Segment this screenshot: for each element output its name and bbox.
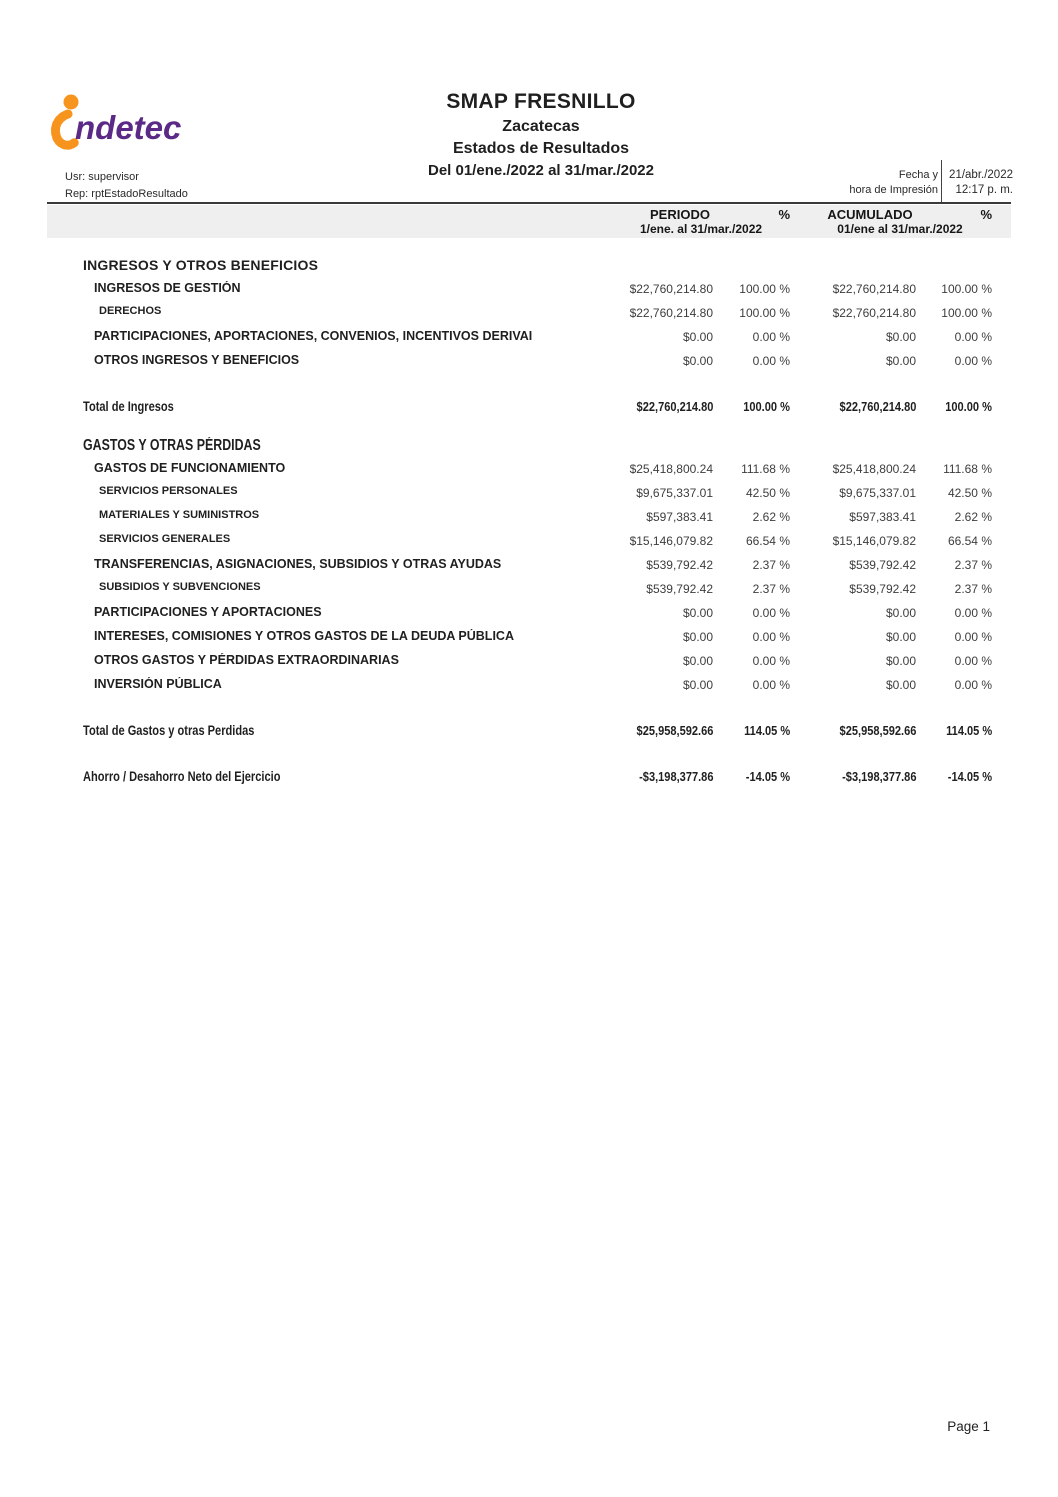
periodo-percent: 0.00 % — [752, 678, 790, 692]
table-row — [47, 677, 1011, 692]
row-label: SUBSIDIOS Y SUBVENCIONES — [99, 581, 261, 593]
row-label: DERECHOS — [99, 305, 162, 317]
acumulado-percent: 100.00 % — [945, 399, 992, 414]
periodo-percent: 42.50 % — [745, 486, 790, 500]
row-label: SERVICIOS PERSONALES — [99, 485, 238, 497]
periodo-percent: 0.00 % — [752, 630, 790, 644]
acumulado-amount: $0.00 — [885, 354, 916, 368]
periodo-percent: 0.00 % — [752, 606, 790, 620]
column-header-periodo: PERIODO — [650, 207, 710, 222]
acumulado-amount: $22,760,214.80 — [832, 306, 916, 320]
row-label: Total de Gastos y otras Perdidas — [83, 723, 255, 738]
acumulado-amount: $25,958,592.66 — [839, 723, 916, 738]
print-date-divider — [941, 160, 942, 202]
acumulado-percent: 0.00 % — [954, 354, 992, 368]
column-subheader-periodo: 1/ene. al 31/mar./2022 — [639, 222, 763, 236]
periodo-percent: 114.05 % — [743, 723, 790, 738]
acumulado-amount: $25,418,800.24 — [832, 462, 916, 476]
column-header-acumulado: ACUMULADO — [827, 207, 913, 222]
acumulado-amount: -$3,198,377.86 — [841, 769, 916, 784]
table-row — [47, 461, 1011, 476]
periodo-amount: $22,760,214.80 — [629, 306, 713, 320]
acumulado-amount: $0.00 — [885, 654, 916, 668]
periodo-amount: $0.00 — [682, 654, 713, 668]
acumulado-amount: $9,675,337.01 — [839, 486, 916, 500]
table-row — [47, 533, 1011, 548]
row-label: INGRESOS Y OTROS BENEFICIOS — [83, 257, 319, 273]
row-label: INGRESOS DE GESTIÓN — [94, 281, 241, 295]
row-label: INTERESES, COMISIONES Y OTROS GASTOS DE LA DEUDA PÚBLICA — [94, 629, 514, 643]
table-row — [47, 437, 1011, 452]
periodo-percent: 2.37 % — [752, 558, 790, 572]
row-label: GASTOS Y OTRAS PÉRDIDAS — [83, 437, 261, 454]
row-label: Ahorro / Desahorro Neto del Ejercicio — [83, 769, 281, 784]
acumulado-percent: 2.62 % — [954, 510, 992, 524]
periodo-percent: 66.54 % — [745, 534, 790, 548]
periodo-amount: $15,146,079.82 — [629, 534, 713, 548]
column-subheader-acumulado: 01/ene al 31/mar./2022 — [837, 222, 963, 236]
periodo-amount: $539,792.42 — [646, 558, 713, 572]
table-row — [47, 329, 1011, 344]
periodo-percent: 0.00 % — [752, 354, 790, 368]
acumulado-amount: $539,792.42 — [849, 582, 916, 596]
row-label: GASTOS DE FUNCIONAMIENTO — [94, 461, 286, 475]
acumulado-percent: 114.05 % — [945, 723, 992, 738]
periodo-percent: 100.00 % — [743, 399, 790, 414]
acumulado-percent: 0.00 % — [954, 630, 992, 644]
acumulado-percent: 2.37 % — [954, 582, 992, 596]
periodo-amount: $22,760,214.80 — [629, 282, 713, 296]
table-row — [47, 353, 1011, 368]
table-row — [47, 399, 1011, 414]
print-date-label-2: hora de Impresión — [849, 184, 938, 196]
print-date-labels — [849, 168, 938, 198]
table-row — [47, 257, 1011, 272]
table-row — [47, 581, 1011, 596]
table-row — [47, 769, 1011, 784]
row-label: PARTICIPACIONES, APORTACIONES, CONVENIOS, INCENTIVOS DERIVAI — [94, 329, 533, 343]
print-time: 12:17 p. m. — [955, 184, 1013, 196]
periodo-amount: $0.00 — [682, 330, 713, 344]
periodo-amount: -$3,198,377.86 — [638, 769, 713, 784]
acumulado-amount: $0.00 — [885, 630, 916, 644]
table-row — [47, 509, 1011, 524]
print-date-values — [949, 168, 1013, 198]
acumulado-amount: $0.00 — [885, 330, 916, 344]
print-date: 21/abr./2022 — [949, 169, 1013, 181]
acumulado-amount: $597,383.41 — [849, 510, 916, 524]
acumulado-percent: 0.00 % — [954, 678, 992, 692]
periodo-amount: $9,675,337.01 — [636, 486, 713, 500]
periodo-amount: $0.00 — [682, 606, 713, 620]
row-label: MATERIALES Y SUMINISTROS — [99, 509, 260, 521]
periodo-amount: $25,418,800.24 — [629, 462, 713, 476]
acumulado-percent: -14.05 % — [947, 769, 992, 784]
periodo-percent: 0.00 % — [752, 330, 790, 344]
header-rule — [47, 202, 1011, 204]
acumulado-percent: 0.00 % — [954, 330, 992, 344]
acumulado-percent: 42.50 % — [947, 486, 992, 500]
table-row — [47, 723, 1011, 738]
periodo-percent: 100.00 % — [739, 282, 790, 296]
report-meta — [65, 169, 188, 203]
row-label: OTROS GASTOS Y PÉRDIDAS EXTRAORDINARIAS — [94, 653, 399, 667]
periodo-amount: $25,958,592.66 — [636, 723, 713, 738]
periodo-percent: 111.68 % — [741, 462, 790, 476]
acumulado-amount: $0.00 — [885, 678, 916, 692]
acumulado-amount: $539,792.42 — [849, 558, 916, 572]
acumulado-percent: 2.37 % — [954, 558, 992, 572]
row-label: Total de Ingresos — [83, 399, 174, 414]
periodo-amount: $22,760,214.80 — [636, 399, 713, 414]
periodo-percent: -14.05 % — [745, 769, 790, 784]
user-line: Usr: supervisor — [65, 171, 139, 183]
acumulado-amount: $22,760,214.80 — [839, 399, 916, 414]
acumulado-amount: $0.00 — [885, 606, 916, 620]
periodo-amount: $0.00 — [682, 630, 713, 644]
table-row — [47, 557, 1011, 572]
organization-name: SMAP FRESNILLO — [446, 90, 636, 113]
acumulado-percent: 100.00 % — [941, 306, 992, 320]
print-date-label-1: Fecha y — [898, 169, 938, 181]
column-header-band — [47, 205, 1011, 238]
row-label: TRANSFERENCIAS, ASIGNACIONES, SUBSIDIOS Y OTRAS AYUDAS — [94, 557, 502, 571]
report-title: Estados de Resultados — [452, 140, 630, 157]
table-row — [47, 629, 1011, 644]
state-name: Zacatecas — [502, 118, 580, 135]
periodo-amount: $0.00 — [682, 678, 713, 692]
report-header — [24, 90, 1058, 179]
row-label: PARTICIPACIONES Y APORTACIONES — [94, 605, 322, 619]
periodo-amount: $597,383.41 — [646, 510, 713, 524]
periodo-percent: 0.00 % — [752, 654, 790, 668]
periodo-amount: $539,792.42 — [646, 582, 713, 596]
statement-table — [47, 257, 1011, 784]
row-label: OTROS INGRESOS Y BENEFICIOS — [94, 353, 300, 367]
acumulado-percent: 66.54 % — [947, 534, 992, 548]
periodo-percent: 100.00 % — [739, 306, 790, 320]
acumulado-percent: 0.00 % — [954, 606, 992, 620]
table-row — [47, 653, 1011, 668]
table-row — [47, 485, 1011, 500]
acumulado-percent: 0.00 % — [954, 654, 992, 668]
svg-text:ndetec: ndetec — [75, 109, 182, 146]
column-header-acumulado-percent: % — [980, 207, 992, 222]
report-id-line: Rep: rptEstadoResultado — [65, 188, 188, 200]
periodo-percent: 2.37 % — [752, 582, 790, 596]
row-label: SERVICIOS GENERALES — [99, 533, 231, 545]
table-row — [47, 605, 1011, 620]
table-row — [47, 305, 1011, 320]
periodo-amount: $0.00 — [682, 354, 713, 368]
row-label: INVERSIÓN PÚBLICA — [94, 677, 222, 691]
column-header-periodo-percent: % — [778, 207, 790, 222]
report-period: Del 01/ene./2022 al 31/mar./2022 — [427, 162, 654, 179]
table-row — [47, 281, 1011, 296]
acumulado-percent: 111.68 % — [943, 462, 992, 476]
acumulado-percent: 100.00 % — [941, 282, 992, 296]
acumulado-amount: $22,760,214.80 — [832, 282, 916, 296]
acumulado-amount: $15,146,079.82 — [832, 534, 916, 548]
periodo-percent: 2.62 % — [752, 510, 790, 524]
page-number: Page 1 — [947, 1419, 990, 1434]
